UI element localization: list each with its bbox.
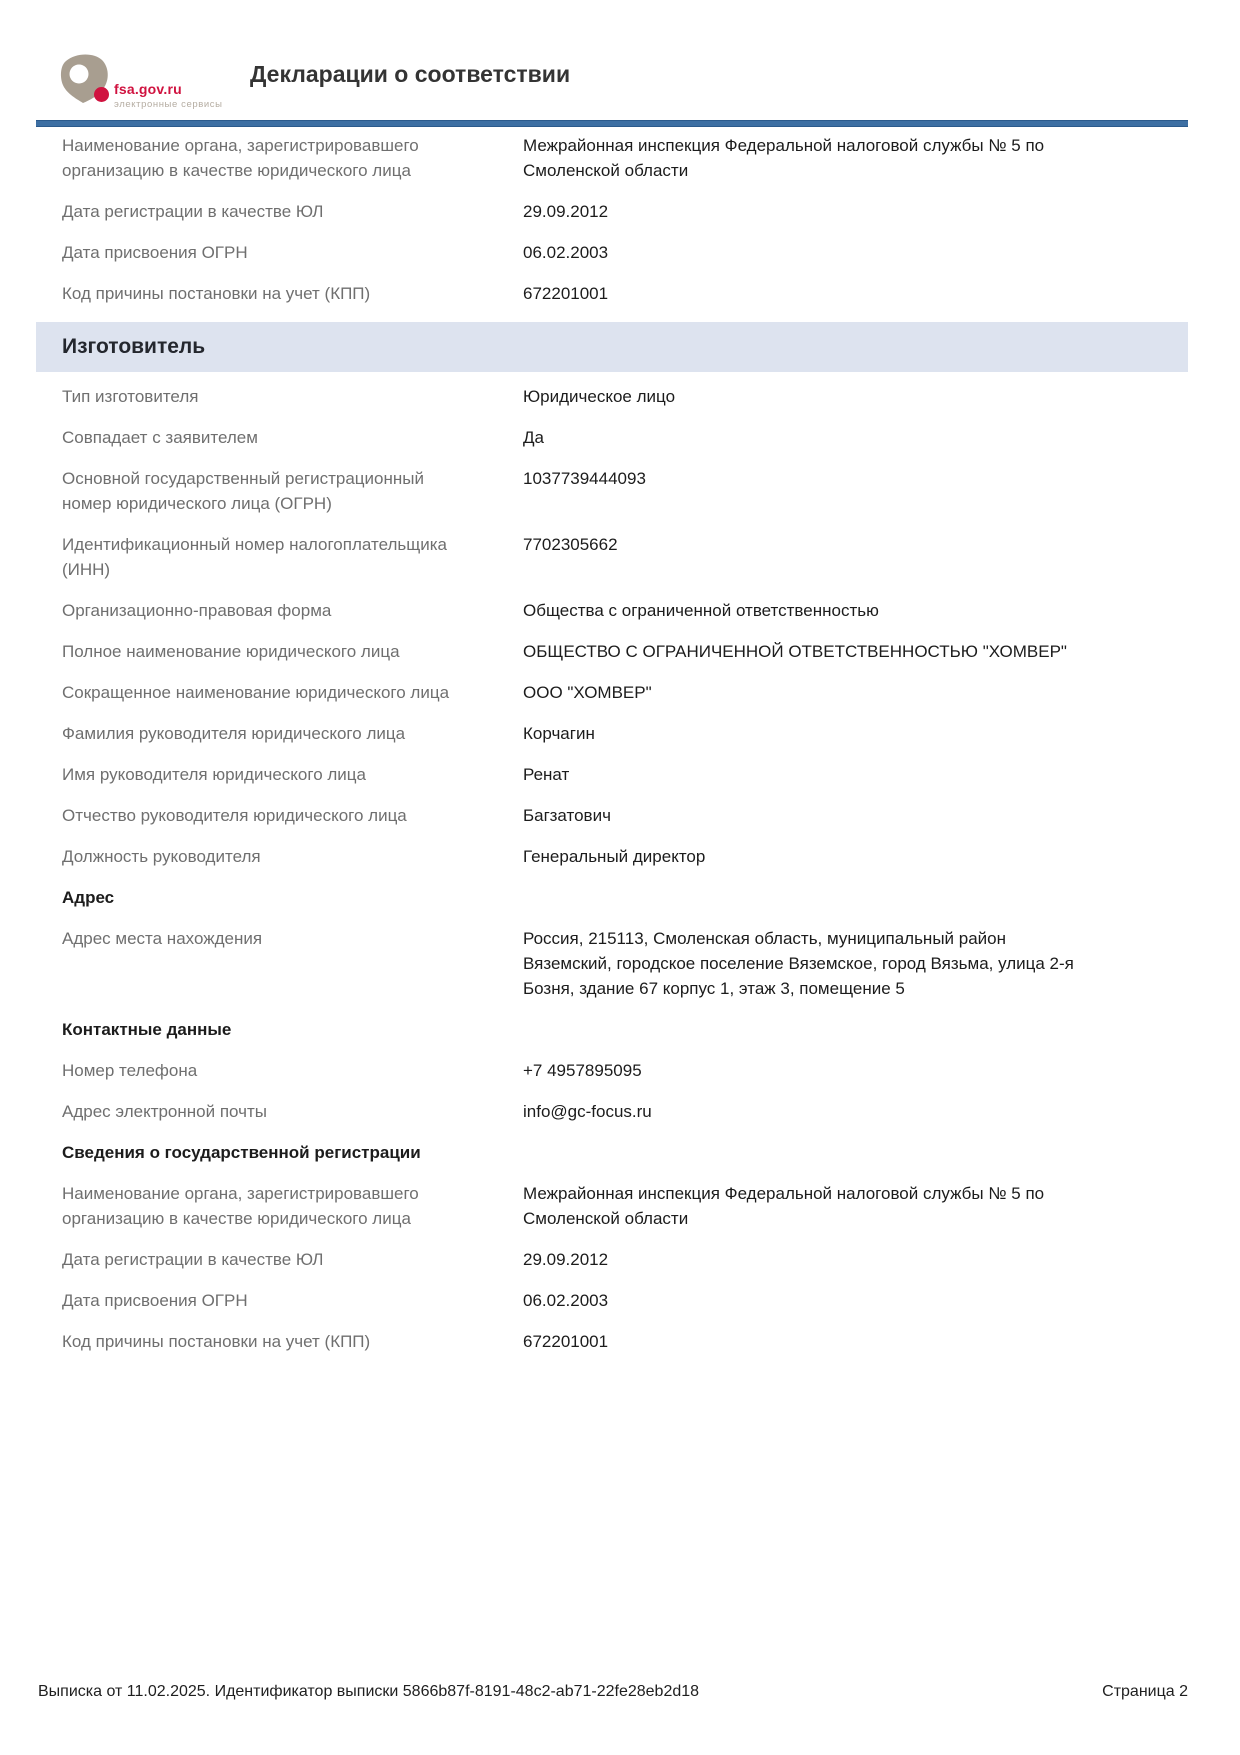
field-row (36, 639, 1188, 664)
field-value: Ренат (523, 765, 570, 784)
field-value: info@gc-focus.ru (523, 1102, 652, 1121)
section-divider (36, 120, 1188, 127)
field-row (36, 1247, 1188, 1272)
subsection-heading: Контактные данные (62, 1020, 232, 1039)
field-label: Идентификационный номер налогоплательщика (ИНН) (62, 535, 447, 579)
field-row (36, 384, 1188, 409)
field-label: Дата присвоения ОГРН (62, 1291, 248, 1310)
field-value: 06.02.2003 (523, 243, 609, 262)
field-label: Наименование органа, зарегистрировавшего организацию в качестве юридического лица (62, 136, 419, 180)
field-value: +7 4957895095 (523, 1061, 642, 1080)
field-value: 672201001 (523, 284, 609, 303)
field-row (36, 281, 1188, 306)
field-row (36, 762, 1188, 787)
field-row (36, 598, 1188, 623)
field-row (36, 199, 1188, 224)
field-value: 1037739444093 (523, 469, 646, 488)
field-label: Организационно-правовая форма (62, 601, 332, 620)
field-row (36, 1329, 1188, 1354)
field-row (36, 1099, 1188, 1124)
field-label: Наименование органа, зарегистрировавшего организацию в качестве юридического лица (62, 1184, 419, 1228)
subsection-heading: Сведения о государственной регистрации (62, 1143, 421, 1162)
fsa-logo-counter (70, 65, 89, 84)
field-row (36, 466, 1188, 516)
footer-extract-info: Выписка от 11.02.2025. Идентификатор выписки 5866b87f-8191-48c2-ab71-22fe28eb2d18 (38, 1683, 700, 1700)
field-label: Основной государственный регистрационный номер юридического лица (ОГРН) (62, 469, 424, 513)
field-value: Россия, 215113, Смоленская область, муниципальный район Вяземский, городское поселение Вяземское, город Вязьма, улица 2-я Бозня, здание 67 корпус 1, этаж 3, помещение 5 (523, 929, 1074, 998)
field-label: Полное наименование юридического лица (62, 642, 400, 661)
document-body (36, 133, 1188, 1370)
footer-page-number: Страница 2 (1102, 1683, 1188, 1700)
field-label: Фамилия руководителя юридического лица (62, 724, 406, 743)
field-value: 06.02.2003 (523, 1291, 609, 1310)
field-label: Код причины постановки на учет (КПП) (62, 1332, 371, 1351)
section-band (36, 322, 1188, 372)
field-value: 29.09.2012 (523, 202, 609, 221)
brand-tagline: электронные сервисы (114, 99, 223, 110)
subsection-heading: Адрес (62, 888, 115, 907)
field-label: Адрес электронной почты (62, 1102, 267, 1121)
field-value: Генеральный директор (523, 847, 706, 866)
field-label: Тип изготовителя (62, 387, 199, 406)
field-row (36, 1058, 1188, 1083)
field-value: Корчагин (523, 724, 595, 743)
field-label: Дата регистрации в качестве ЮЛ (62, 202, 324, 221)
brand-text: fsa.gov.ru (114, 81, 182, 97)
field-value: ОБЩЕСТВО С ОГРАНИЧЕННОЙ ОТВЕТСТВЕННОСТЬЮ "ХОМВЕР" (523, 642, 1067, 661)
field-value: Межрайонная инспекция Федеральной налоговой службы № 5 по Смоленской области (523, 1184, 1045, 1228)
fsa-logo-icon (56, 52, 112, 108)
field-row (36, 680, 1188, 705)
field-value: Общества с ограниченной ответственностью (523, 601, 879, 620)
field-value: Юридическое лицо (523, 387, 676, 406)
field-value: 672201001 (523, 1332, 609, 1351)
field-value: ООО "ХОМВЕР" (523, 683, 652, 702)
field-label: Совпадает с заявителем (62, 428, 258, 447)
field-row (36, 1288, 1188, 1313)
field-label: Код причины постановки на учет (КПП) (62, 284, 371, 303)
brand-red-dot (94, 87, 109, 102)
field-row (36, 133, 1188, 183)
field-label: Дата присвоения ОГРН (62, 243, 248, 262)
field-row (36, 803, 1188, 828)
field-row (36, 1181, 1188, 1231)
field-label: Дата регистрации в качестве ЮЛ (62, 1250, 324, 1269)
field-value: Да (523, 428, 544, 447)
field-row (36, 425, 1188, 450)
page-title: Декларации о соответствии (250, 61, 571, 87)
field-value: 29.09.2012 (523, 1250, 609, 1269)
field-label: Должность руководителя (62, 847, 261, 866)
field-row (36, 844, 1188, 869)
field-value: Межрайонная инспекция Федеральной налоговой службы № 5 по Смоленской области (523, 136, 1045, 180)
field-label: Имя руководителя юридического лица (62, 765, 366, 784)
field-row (36, 926, 1188, 1001)
section-title: Изготовитель (62, 335, 206, 358)
field-label: Сокращенное наименование юридического лица (62, 683, 450, 702)
footer (38, 1682, 1188, 1702)
field-value: Багзатович (523, 806, 611, 825)
field-value: 7702305662 (523, 535, 618, 554)
field-label: Адрес места нахождения (62, 929, 263, 948)
field-label: Номер телефона (62, 1061, 198, 1080)
field-row (36, 532, 1188, 582)
field-row (36, 240, 1188, 265)
field-label: Отчество руководителя юридического лица (62, 806, 407, 825)
field-row (36, 721, 1188, 746)
